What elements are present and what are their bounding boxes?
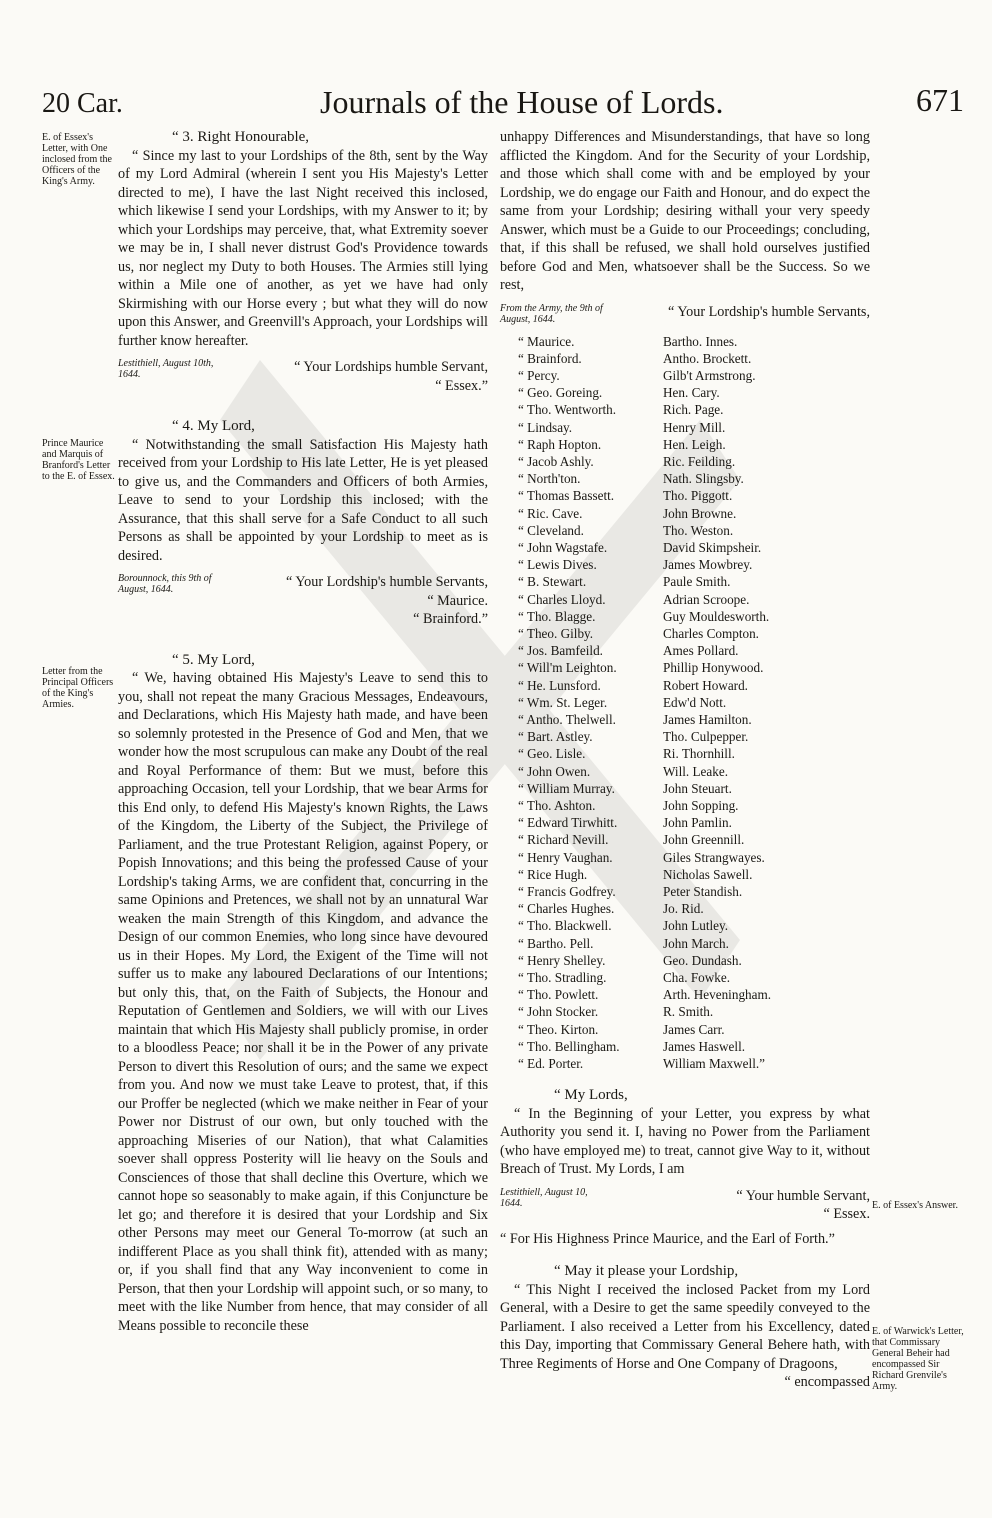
letter-body: “ We, having obtained His Majesty's Leave to send this to you, shall not repeat the many Gracious Messages, Endeavours, and Declarations, which His Majesty hath made, and have been so solemnly protested in the Presence of God and Men, that we wonder how the most scrupulous can make any Doubt of the real and Royal Performance of them: But we must, before this approaching Occasion, tell your Lordship, that we bear Arms for this End only, to defend His Majesty's known Rights, the Laws of the Kingdom, the Liberty of the Subject, the Privilege of Parliament, and the true Protestant Religion, against Popery, or Popish Innovations; and this being the professed Cause of your Lordship's taking Arms, we are confident that, concurring in the same Opinions and Pretences, we shall not by an unnatural War weaken the main Strength of this Kingdom, and advance the Design of our common Enemies, who long since have devoured us in their Hopes. My Lord, the Exigent of the Time will not suffer us to make any laboured Declarations of our Intentions; but only this, that, on the Faith of Subjects, the Honour and Reputation of Gentlemen and Soldiers, we will with our Lives maintain that which His Majesty shall publicly promise, in order to a bloodless Peace; nor shall it be in the Power of any private Person to divert this Resolution of ours; and the same we expect from you. And now we must take Leave to protest, that, if this our Proffer be neglected (which we make neither in Fear of your Power nor Distrust of our own, but only touched with the approaching Miseries of our Nation), that what Calamities soever shall oppress Posterity will lie heavy on the Souls and Consciences of those that shall decline this Overture, which we cannot hope so seasonably to make again, if this Conjuncture be let go; and therefore it is desired that your Lordship and Six other Persons may meet our General To-morrow (at such an indifferent Place as you shall think fit), attended with as many; or, if you shall find that any Way inconvenient to come in Person, that then your Lordship will appoint such, or so many, to meet with the like Number from hence, that may consider of all Means possible to reconcile these	[118, 670, 488, 1334]
signatory-name: Nath. Slingsby.	[663, 471, 744, 487]
signatory-name: “ Bart. Astley.	[518, 729, 593, 745]
signatory-row	[518, 333, 870, 350]
letter-salutation: “ 4. My Lord,	[172, 418, 255, 434]
signatory-name: “ Charles Hughes.	[518, 901, 615, 917]
signatory-name: Will. Leake.	[663, 763, 729, 779]
signature-block	[500, 1187, 870, 1224]
signatory-row	[518, 522, 870, 539]
letter-place-date: Lestithiell, August 10, 1644.	[500, 1186, 588, 1209]
signatory-row	[518, 935, 870, 952]
signatory-name: “ Richard Nevill.	[518, 832, 609, 848]
signatory-name: “ Brainford.	[518, 350, 582, 366]
signatory-row	[518, 659, 870, 676]
signatory-name: John Steuart.	[663, 780, 732, 796]
signature: “ Maurice.	[427, 592, 488, 609]
signatory-row	[518, 401, 870, 418]
signatory-row	[518, 917, 870, 934]
signatory-name: “ Raph Hopton.	[518, 436, 602, 452]
signatory-name: Gilb't Armstrong.	[663, 367, 756, 383]
signatory-name: James Hamilton.	[663, 711, 752, 727]
signatory-name: “ John Owen.	[518, 763, 591, 779]
signatory-row	[518, 969, 870, 986]
signatory-name: Jo. Rid.	[663, 901, 704, 917]
signature: “ Brainford.”	[413, 611, 488, 627]
signatory-row	[518, 883, 870, 900]
letter-body-continued: unhappy Differences and Misunderstandings, that have so long afflicted the Kingdom. And for the Security of your Lordship, and those which shall come with and be employed by your Lordship, we do engage our Faith and Honour, and do expect the same from your Lordship; desiring withall your very speedy Answer, which must be a Guide to our Proceedings; concluding, that, if this shall be refused, we shall hold ourselves justified before God and Men, whatsoever shall be the Success. So we rest,	[500, 129, 870, 293]
signatory-row	[518, 849, 870, 866]
signatory-name: “ Ric. Cave.	[518, 505, 583, 521]
signatory-name: Giles Strangwayes.	[663, 849, 765, 865]
signatory-name: William Maxwell.”	[663, 1056, 766, 1072]
signatory-name: “ Lewis Dives.	[518, 557, 597, 573]
signatory-name: “ Tho. Blagge.	[518, 608, 596, 624]
signatory-name: Edw'd Nott.	[663, 694, 727, 710]
closing-phrase: “ Your Lordship's humble Servants,	[286, 574, 488, 590]
signatory-name: “ Theo. Kirton.	[518, 1021, 599, 1037]
signatory-name: “ Will'm Leighton.	[518, 660, 617, 676]
letter-body: “ This Night I received the inclosed Packet from my Lord General, with a Desire to get the same speedily conveyed to the Parliament. I also received a Letter from his Excellency, dated this Day, importing that Commissary General Behere hath, with Three Regiments of Horse and One Company of Dragoons,	[500, 1281, 870, 1372]
signatory-row	[518, 1003, 870, 1020]
signatory-name: “ Bartho. Pell.	[518, 935, 594, 951]
signatory-name: “ Rice Hugh.	[518, 866, 588, 882]
signatory-row	[518, 1055, 870, 1072]
signatory-name: “ North'ton.	[518, 471, 581, 487]
signatory-name: “ Tho. Bellingham.	[518, 1038, 620, 1054]
signatory-row	[518, 367, 870, 384]
signatory-name: Tho. Culpepper.	[663, 729, 749, 745]
signatory-row	[518, 453, 870, 470]
signatory-name: “ Maurice.	[518, 333, 575, 349]
signatory-name: Ames Pollard.	[663, 643, 739, 659]
signatory-name: “ Tho. Wentworth.	[518, 402, 617, 418]
signatory-name: “ John Wagstafe.	[518, 539, 608, 555]
letter-place-date: From the Army, the 9th of August, 1644.	[500, 302, 603, 325]
signatory-name: “ Edward Tirwhitt.	[518, 815, 618, 831]
letter-address: “ For His Highness Prince Maurice, and the Earl of Forth.”	[500, 1230, 835, 1247]
signatory-name: Phillip Honywood.	[663, 660, 764, 676]
signatory-row	[518, 487, 870, 504]
signatory-row	[518, 591, 870, 608]
signatory-row	[518, 1021, 870, 1038]
signatory-name: Guy Mouldesworth.	[663, 608, 770, 624]
letter-body: “ Since my last to your Lordships of the 8th, sent by the Way of my Lord Admiral (wherein I sent you His Majesty's Letter directed to me), I have the last Night received this inclosed, which likewise I send your Lordships, with my Answer to it; by which your Lordships may perceive, that, what Extremity soever we may be in, I shall never distrust God's Providence towards us, nor neglect my Duty to both Houses. The Armies still lying within a Mile one of another, as yet we have had only Skirmishing with our Horse every ; but what they will do now upon this Answer, and Greenvill's Approach, your Lordships will further know hereafter.	[118, 147, 488, 349]
signatory-row	[518, 780, 870, 797]
signatory-row	[518, 1038, 870, 1055]
margin-note: E. of Essex's Letter, with One inclosed from the Officers of the King's Army.	[42, 132, 112, 187]
signatory-name: “ Geo. Lisle.	[518, 746, 586, 762]
signatory-name: John Browne.	[663, 505, 737, 521]
closing-phrase: “ Your Lordships humble Servant,	[294, 359, 488, 375]
signatory-row	[518, 350, 870, 367]
signatory-name: Charles Compton.	[663, 625, 759, 641]
signatory-name: “ Geo. Goreing.	[518, 385, 603, 401]
signatory-name: “ B. Stewart.	[518, 574, 587, 590]
signatory-row	[518, 831, 870, 848]
signatory-name: “ Francis Godfrey.	[518, 884, 616, 899]
signatory-name: “ Lindsay.	[518, 419, 573, 435]
signatory-name: “ Tho. Stradling.	[518, 970, 607, 986]
signatory-name: “ Henry Shelley.	[518, 952, 606, 968]
signatory-row	[518, 539, 870, 556]
page-header	[0, 80, 992, 120]
signatory-name: Ri. Thornhill.	[663, 746, 735, 762]
signatory-row	[518, 797, 870, 814]
signatory-row	[518, 625, 870, 642]
signatory-name: “ Tho. Blackwell.	[518, 918, 612, 934]
signatory-name: John Greennill.	[663, 832, 745, 848]
signatory-name: Tho. Weston.	[663, 522, 734, 538]
signatory-name: John Sopping.	[663, 797, 739, 813]
letter-place-date: Lestithiell, August 10th, 1644.	[118, 358, 214, 380]
signatory-row	[518, 866, 870, 883]
signatory-name: “ John Stocker.	[518, 1004, 599, 1020]
signatory-name: Paule Smith.	[663, 574, 731, 590]
signatory-name: Hen. Leigh.	[663, 436, 726, 452]
signatory-name: Hen. Cary.	[663, 385, 720, 401]
signatory-name: Cha. Fowke.	[663, 970, 731, 986]
signature-block	[500, 303, 870, 325]
signatory-row	[518, 556, 870, 573]
signatory-name: Peter Standish.	[663, 884, 743, 899]
signatory-name: Geo. Dundash.	[663, 952, 742, 968]
signatory-row	[518, 745, 870, 762]
margin-note: Prince Maurice and Marquis of Branford's Letter to the E. of Essex.	[42, 438, 115, 482]
signatory-name: Robert Howard.	[663, 677, 748, 693]
letter-salutation: “ My Lords,	[554, 1087, 628, 1104]
signatory-name: Ric. Feilding.	[663, 453, 736, 469]
signatory-name: “ Ed. Porter.	[518, 1056, 584, 1072]
signatories-list	[518, 333, 870, 1073]
signatory-row	[518, 694, 870, 711]
signatory-name: “ Cleveland.	[518, 522, 584, 538]
signatory-name: Henry Mill.	[663, 419, 726, 435]
margin-note: E. of Essex's Answer.	[872, 1200, 958, 1211]
signatory-name: Bartho. Innes.	[663, 333, 738, 349]
signatory-row	[518, 608, 870, 625]
page-number: 671	[916, 82, 964, 118]
catchword: “ encompassed	[784, 1374, 870, 1391]
signatory-row	[518, 711, 870, 728]
right-column	[500, 128, 870, 1392]
signatory-row	[518, 900, 870, 917]
regnal-year: 20 Car.	[42, 88, 123, 119]
signatory-name: Adrian Scroope.	[663, 591, 750, 607]
signatory-name: Nicholas Sawell.	[663, 866, 753, 882]
signatory-name: “ Tho. Ashton.	[518, 797, 596, 813]
signatory-name: “ Henry Vaughan.	[518, 849, 613, 865]
signature-block	[118, 358, 488, 395]
signatory-name: John Pamlin.	[663, 815, 732, 831]
signatory-name: “ Theo. Gilby.	[518, 625, 594, 641]
signatory-name: Arth. Heveningham.	[663, 987, 772, 1003]
signatory-row	[518, 728, 870, 745]
signatory-name: Antho. Brockett.	[663, 350, 752, 366]
letter-salutation: “ May it please your Lordship,	[554, 1263, 739, 1280]
signatory-name: “ Tho. Powlett.	[518, 987, 599, 1003]
running-title: Journals of the House of Lords.	[320, 84, 724, 120]
signature-block	[118, 573, 488, 629]
signatory-row	[518, 763, 870, 780]
signature: “ Essex.”	[435, 377, 488, 394]
signatory-row	[518, 436, 870, 453]
letter-salutation: “ 5. My Lord,	[172, 651, 255, 668]
signatory-row	[518, 677, 870, 694]
signatory-name: Rich. Page.	[663, 402, 724, 418]
margin-note: Letter from the Principal Officers of the King's Armies.	[42, 666, 114, 710]
signatory-row	[518, 573, 870, 590]
signatory-name: “ Charles Lloyd.	[518, 591, 606, 607]
signatory-row	[518, 419, 870, 436]
signature: “ Essex.	[823, 1206, 870, 1223]
signatory-row	[518, 642, 870, 659]
letter-body: “ In the Beginning of your Letter, you express by what Authority you send it. I, having no Power from the Parliament (who have employed me) to treat, cannot give Way to it, without Breach of Trust. My Lords, I am	[500, 1105, 870, 1178]
signatory-name: Tho. Piggott.	[663, 488, 733, 504]
signatory-name: James Carr.	[663, 1021, 725, 1037]
signatory-name: John Lutley.	[663, 918, 729, 934]
closing-phrase: “ Your Lordship's humble Servants,	[668, 303, 870, 320]
signatory-name: “ He. Lunsford.	[518, 677, 601, 693]
letter-salutation: “ 3. Right Honourable,	[172, 129, 310, 145]
signatory-row	[518, 470, 870, 487]
signatory-name: David Skimpsheir.	[663, 539, 762, 555]
signatory-name: John March.	[663, 935, 729, 951]
signatory-name: “ Percy.	[518, 367, 560, 383]
left-column	[118, 128, 488, 1335]
signatory-row	[518, 952, 870, 969]
closing-phrase: “ Your humble Servant,	[736, 1187, 870, 1204]
signatory-name: “ William Murray.	[518, 780, 615, 796]
signatory-name: “ Wm. St. Leger.	[518, 694, 608, 710]
letter-place-date: Borounnock, this 9th of August, 1644.	[118, 573, 212, 595]
signatory-name: R. Smith.	[663, 1004, 714, 1020]
margin-note: E. of Warwick's Letter, that Commissary General Beheir had encompassed Sir Richard Grenvile's Army.	[872, 1326, 964, 1392]
signatory-name: James Mowbrey.	[663, 557, 753, 573]
letter-body: “ Notwithstanding the small Satisfaction His Majesty hath received from your Lordship to His late Letter, He is yet pleased to give us, and the Commanders and Officers of both Armies, Leave to send to your Lordship this inclosed; with the Assurance, that this shall serve for a Safe Conduct to all such Persons as shall be appointed by your Lordship to meet as is desired.	[118, 436, 488, 564]
signatory-row	[518, 814, 870, 831]
signatory-row	[518, 505, 870, 522]
signatory-row	[518, 986, 870, 1003]
signatory-name: “ Jos. Bamfeild.	[518, 643, 603, 659]
signatory-name: “ Antho. Thelwell.	[518, 711, 616, 727]
signatory-name: “ Jacob Ashly.	[518, 453, 594, 469]
signatory-name: “ Thomas Bassett.	[518, 488, 615, 504]
signatory-name: James Haswell.	[663, 1038, 746, 1054]
signatory-row	[518, 384, 870, 401]
